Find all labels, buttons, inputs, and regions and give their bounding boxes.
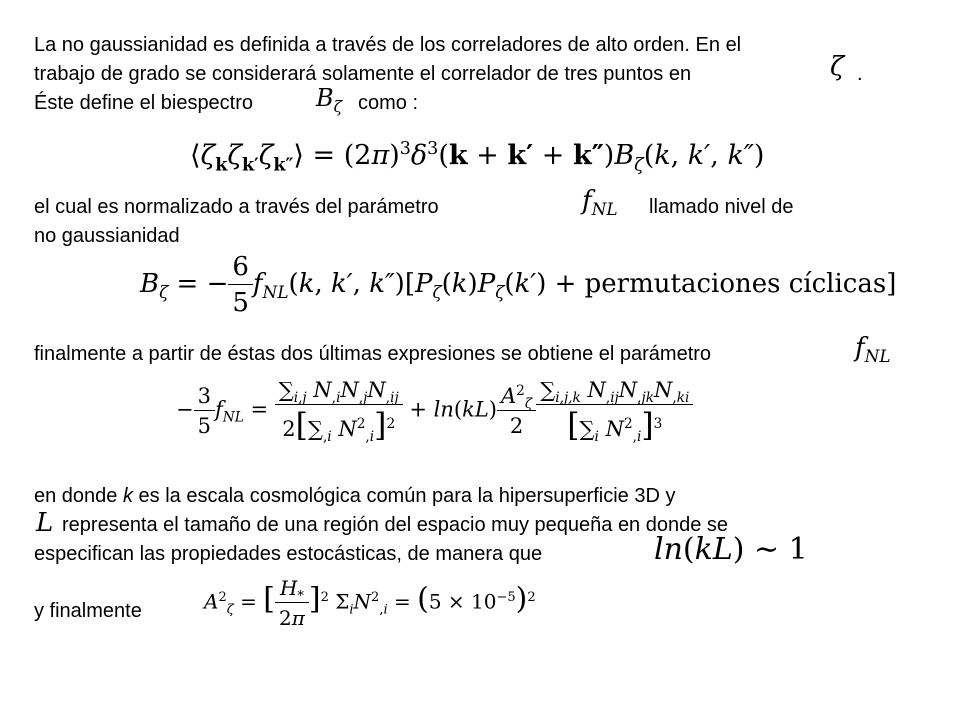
paragraph-1-line-3-a: Éste define el biespectro xyxy=(34,92,254,114)
L-symbol: L xyxy=(36,508,54,538)
paragraph-1-line-1: La no gaussianidad es definida a través de los correladores de alto orden. En el xyxy=(34,34,742,56)
paragraph-1-line-2-end: . xyxy=(857,63,863,85)
equation-ln-kl: ln(kL) ∼ 1 xyxy=(654,532,808,567)
paragraph-2-line-2: no gaussianidad xyxy=(34,225,180,247)
equation-bispectrum-definition: $⟨\zeta_k\zeta_{k'}\zeta_{k''}⟩ = (2\pi)^3\delta^3(k + k' + k'')B_\zeta(k$, k′, k″) xyxy=(190,139,765,176)
bispectrum-symbol: $B_\zeta$ xyxy=(316,84,343,116)
paragraph-3-line-1: finalmente a partir de éstas dos últimas expresiones se obtiene el parámetro xyxy=(34,343,712,365)
equation-fnl: − $\frac{3}{5}$ $f_{NL}$ = $\frac{\sum_{i,j} N_{,i}N_{,j}N_{,ij}}{2[\sum_{,i} N^2_{,i}]^2}$ + ln(kL) $\frac{A^2_\zeta}{2}$ $\frac{\sum_{i,j,k} N_{,ij}N_{,jk}N_{,ki}}{[\sum_i N^2_{,i}]^3}$ xyxy=(176,378,693,444)
paragraph-4-line-2: representa el tamaño de una región del espacio muy pequeña en donde se xyxy=(62,514,729,536)
paragraph-4-line-1: en donde k es la escala cosmológica común para la hipersuperficie 3D y xyxy=(34,485,676,507)
paragraph-4-line-3: especifican las propiedades estocásticas, de manera que xyxy=(34,543,543,565)
fnl-symbol: $f_{NL}$ xyxy=(582,186,618,220)
zeta-symbol: ζ xyxy=(830,52,845,82)
equation-bispectrum-normalization: $B_\zeta$ = − $\frac{6}{5}$ $f_{NL}(k$, k′, $k'')[P_\zeta(k)P_\zeta(k')$ + permutaciones cíclicas] xyxy=(140,252,897,318)
equation-amplitude: $A^2_\zeta$ = [ $\frac{H_*}{2\pi}$ ]$^2$ $\Sigma_iN^2_{,i} = (5 \times 10^{-5})^2$ xyxy=(204,576,536,630)
paragraph-2-line-1-a: el cual es normalizado a través del parámetro xyxy=(34,196,439,218)
paragraph-1-line-2: trabajo de grado se considerará solamente el correlador de tres puntos en xyxy=(34,63,692,85)
fnl-symbol-2: $f_{NL}$ xyxy=(855,333,891,367)
paragraph-2-line-1-b: llamado nivel de xyxy=(649,196,794,218)
paragraph-5-line-1: y finalmente xyxy=(34,600,142,622)
paragraph-1-line-3-b: como : xyxy=(358,92,419,114)
